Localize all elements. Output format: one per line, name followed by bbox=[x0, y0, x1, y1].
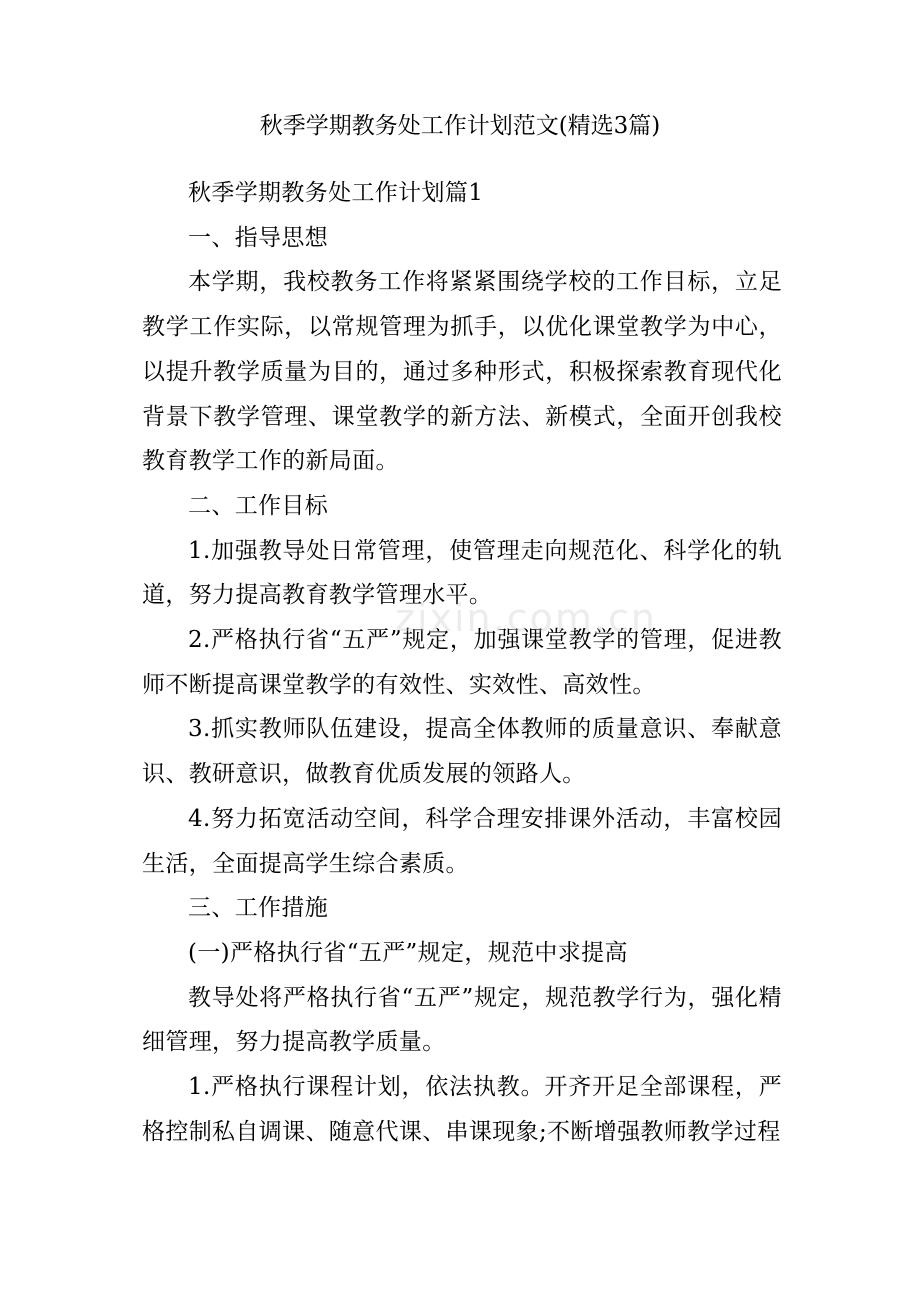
heading-work-measures: 三、工作措施 bbox=[188, 895, 329, 922]
goal-item-2: 2.严格执行省“五严”规定，加强课堂教学的管理，促进教师不断提高课堂教学的有效性、实效性、高效性。 bbox=[142, 627, 782, 698]
measure-item-1: 1.严格执行课程计划，依法执教。开齐开足全部课程，严格控制私自调课、随意代课、串课现象;不断增强教师教学过程 bbox=[142, 1074, 782, 1145]
watermark: zixin.com.cn bbox=[395, 596, 657, 640]
section-heading-plan-1: 秋季学期教务处工作计划篇1 bbox=[188, 180, 484, 206]
document-body bbox=[142, 171, 782, 1154]
subheading-measure-1: (一)严格执行省“五严”规定，规范中求提高 bbox=[188, 939, 628, 966]
paragraph-guiding-ideology: 本学期，我校教务工作将紧紧围绕学校的工作目标，立足教学工作实际，以常规管理为抓手，以优化课堂教学为中心，以提升教学质量为目的，通过多种形式，积极探索教育现代化背景下教学管理、课堂教学的新方法、新模式，全面开创我校教育教学工作的新局面。 bbox=[142, 269, 782, 475]
paragraph-measure-1-intro: 教导处将严格执行省“五严”规定，规范教学行为，强化精细管理，努力提高教学质量。 bbox=[142, 984, 782, 1056]
goal-item-3: 3.抓实教师队伍建设，提高全体教师的质量意识、奉献意识、教研意识，做教育优质发展的领路人。 bbox=[142, 716, 782, 788]
document-title: 秋季学期教务处工作计划范文(精选3篇) bbox=[259, 113, 661, 139]
goal-item-1: 1.加强教导处日常管理，使管理走向规范化、科学化的轨道，努力提高教育教学管理水平。 bbox=[142, 537, 782, 609]
heading-work-goals: 二、工作目标 bbox=[188, 492, 329, 519]
goal-item-4: 4.努力拓宽活动空间，科学合理安排课外活动，丰富校园生活，全面提高学生综合素质。 bbox=[142, 805, 782, 877]
heading-guiding-ideology: 一、指导思想 bbox=[188, 224, 329, 251]
